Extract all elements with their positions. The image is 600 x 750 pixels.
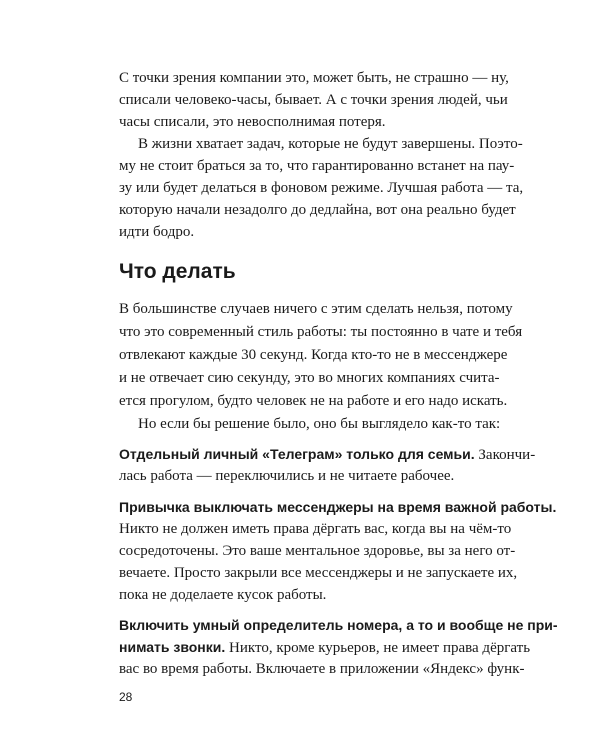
paragraph-line: что это современный стиль работы: ты постоянно в чате и тебя <box>119 324 523 340</box>
page-number: 28 <box>119 690 133 704</box>
paragraph-line: ется прогулом, будто человек не на работе и его надо искать. <box>119 393 508 409</box>
tip-text: Закончи- <box>478 447 536 463</box>
paragraph-line: отвлекают каждые 30 секунд. Когда кто-то не в мессенджере <box>119 347 508 363</box>
tip-line <box>119 637 531 657</box>
paragraph-line: идти бодро. <box>119 224 195 240</box>
paragraph-line: С точки зрения компании это, может быть, не страшно — ну, <box>119 70 509 86</box>
tip-lead: Привычка выключать мессенджеры на время важной работы. <box>119 499 557 515</box>
paragraph-line: которую начали незадолго до дедлайна, вот она реально будет <box>119 202 516 218</box>
paragraph-line: В жизни хватает задач, которые не будут завершены. Поэто- <box>138 136 523 152</box>
paragraph-line: зу или будет делаться в фоновом режиме. Лучшая работа — та, <box>119 180 524 196</box>
tip-line: вечаете. Просто закрыли все мессенджеры и не запускаете их, <box>119 565 518 581</box>
tip-text: Никто, кроме курьеров, не имеет права дёргать <box>229 640 531 656</box>
section-heading: Что делать <box>119 260 236 283</box>
tip-line: Никто не должен иметь права дёргать вас, когда вы на чём-то <box>119 521 512 537</box>
paragraph-line: Но если бы решение было, оно бы выглядело как-то так: <box>138 416 501 432</box>
tip-line: сосредоточены. Это ваше ментальное здоровье, вы за него от- <box>119 543 516 559</box>
paragraph-line: списали человеко-часы, бывает. А с точки зрения людей, чьи <box>119 92 508 108</box>
paragraph-line: и не отвечает сию секунду, это во многих компаниях счита- <box>119 370 500 386</box>
tip-lead: Отдельный личный «Телеграм» только для семьи. <box>119 446 475 462</box>
tip-lead: нимать звонки. <box>119 639 226 655</box>
paragraph-line: му не стоит браться за то, что гарантированно встанет на пау- <box>119 158 515 174</box>
paragraph-line: часы списали, это невосполнимая потеря. <box>119 114 386 130</box>
tip-lead: Включить умный определитель номера, а то и вообще не при- <box>119 617 558 633</box>
tip-line <box>119 444 536 464</box>
paragraph-line: В большинстве случаев ничего с этим сделать нельзя, потому <box>119 301 513 317</box>
tip-line: вас во время работы. Включаете в приложении «Яндекс» функ- <box>119 661 525 677</box>
tip-line: пока не доделаете кусок работы. <box>119 587 327 603</box>
tip-line: лась работа — переключились и не читаете рабочее. <box>119 468 455 484</box>
